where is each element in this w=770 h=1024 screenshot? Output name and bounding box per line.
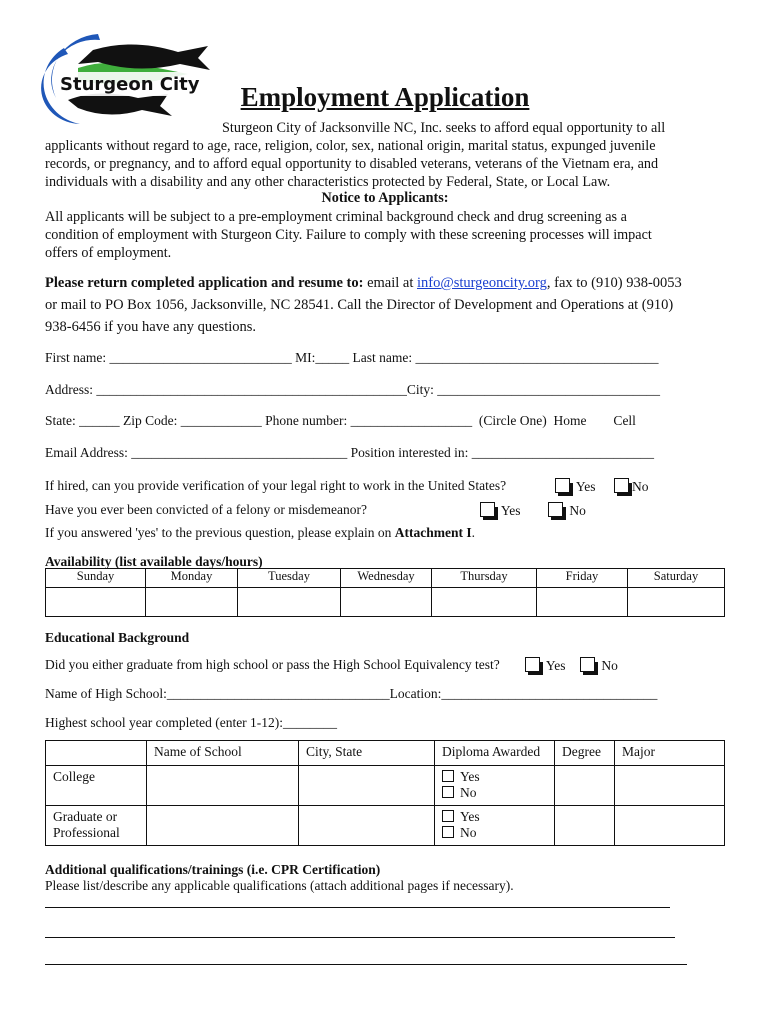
edu-header: Name of School — [147, 741, 299, 766]
qualification-line[interactable] — [45, 907, 670, 908]
state-zip-phone-fields[interactable]: State: ______ Zip Code: ____________ Phone number: __________________ (Circle One) Home Cell — [45, 413, 636, 428]
notice-line: All applicants will be subject to a pre-employment criminal background check and drug screening as a — [45, 209, 627, 225]
page-title: Employment Application — [240, 82, 530, 112]
checkbox-icon[interactable] — [442, 826, 454, 838]
availability-cell[interactable] — [146, 588, 238, 617]
legal-right-question: If hired, can you provide verification of your legal right to work in the United States? — [45, 478, 507, 493]
legal-yes-label: Yes — [575, 479, 596, 494]
return-line-3: 938-6456 if you have any questions. — [45, 319, 257, 335]
hs-yes-label: Yes — [545, 658, 566, 673]
return-instructions — [45, 272, 735, 338]
intro-paragraph — [45, 119, 725, 191]
qualification-line[interactable] — [45, 964, 687, 965]
diploma-no-label: No — [460, 825, 477, 840]
checkbox-icon[interactable] — [480, 502, 495, 517]
attachment-ref: Attachment I — [394, 525, 472, 540]
intro-line: applicants without regard to age, race, religion, color, sex, national origin, marital status, expunged juvenile — [45, 138, 656, 154]
diploma-no-label: No — [460, 785, 477, 800]
day-header: Saturday — [628, 569, 725, 588]
intro-line: records, or pregnancy, and to afford equal opportunity to disabled veterans, veterans of the Vietnam era, and — [45, 156, 659, 172]
diploma-options — [435, 766, 555, 806]
education-table — [45, 740, 725, 846]
legal-no-label: No — [632, 479, 649, 494]
qualifications-instructions: Please list/describe any applicable qualifications (attach additional pages if necessary). — [45, 878, 514, 893]
availability-cell[interactable] — [341, 588, 432, 617]
diploma-yes-label: Yes — [460, 769, 480, 784]
edu-cell[interactable] — [555, 806, 615, 846]
edu-row-college — [46, 766, 725, 806]
day-header: Monday — [146, 569, 238, 588]
checkbox-icon[interactable] — [548, 502, 563, 517]
notice-line: offers of employment. — [45, 245, 172, 261]
availability-cell[interactable] — [46, 588, 146, 617]
notice-line: condition of employment with Sturgeon City. Failure to comply with these screening processes will impact — [45, 227, 652, 243]
return-label: Please return completed application and resume to: — [45, 275, 364, 291]
availability-cell[interactable] — [432, 588, 537, 617]
availability-heading: Availability (list available days/hours) — [45, 554, 263, 569]
checkbox-icon[interactable] — [442, 770, 454, 782]
highest-grade-field[interactable]: Highest school year completed (enter 1-12):________ — [45, 715, 338, 730]
attachment-note-end: . — [471, 525, 476, 540]
notice-body — [45, 208, 725, 262]
edu-cell[interactable] — [615, 766, 725, 806]
edu-header: Major — [615, 741, 725, 766]
edu-cell[interactable] — [147, 806, 299, 846]
sturgeon-city-logo — [38, 28, 218, 128]
diploma-yes[interactable] — [442, 769, 547, 785]
address-fields[interactable]: Address: ______________________________________________City: _________________________________ — [45, 382, 661, 397]
edu-header: Degree — [555, 741, 615, 766]
education-heading: Educational Background — [45, 630, 190, 645]
diploma-yes[interactable] — [442, 809, 547, 825]
hs-yes-option[interactable] — [525, 657, 566, 674]
felony-no-option[interactable] — [548, 502, 586, 519]
qualification-line[interactable] — [45, 937, 675, 938]
felony-no-label: No — [569, 503, 586, 518]
day-header: Tuesday — [238, 569, 341, 588]
return-line-2: or mail to PO Box 1056, Jacksonville, NC 28541. Call the Director of Development and Operations at (910) — [45, 297, 674, 313]
intro-line: individuals with a disability and any other characteristics protected by Federal, State, or Local Law. — [45, 174, 611, 190]
diploma-no[interactable] — [442, 785, 547, 801]
return-email-prefix: email at — [363, 275, 417, 291]
day-header: Sunday — [46, 569, 146, 588]
felony-question: Have you ever been convicted of a felony or misdemeanor? — [45, 502, 367, 517]
felony-yes-label: Yes — [500, 503, 521, 518]
logo-text: Sturgeon City — [60, 74, 200, 95]
edu-cell[interactable] — [615, 806, 725, 846]
diploma-no[interactable] — [442, 825, 547, 841]
diploma-options — [435, 806, 555, 846]
edu-row-label: Graduate or Professional — [46, 806, 147, 846]
edu-header — [46, 741, 147, 766]
availability-cell[interactable] — [628, 588, 725, 617]
intro-line: Sturgeon City of Jacksonville NC, Inc. seeks to afford equal opportunity to all — [222, 120, 666, 136]
edu-cell[interactable] — [299, 766, 435, 806]
email-position-fields[interactable]: Email Address: ________________________________ Position interested in: ___________________________ — [45, 445, 654, 460]
checkbox-icon[interactable] — [580, 657, 595, 672]
notice-title: Notice to Applicants: — [321, 190, 449, 206]
availability-cell[interactable] — [537, 588, 628, 617]
day-header: Friday — [537, 569, 628, 588]
diploma-yes-label: Yes — [460, 809, 480, 824]
hs-no-label: No — [601, 658, 618, 673]
availability-cell[interactable] — [238, 588, 341, 617]
edu-row-label: College — [46, 766, 147, 806]
checkbox-icon[interactable] — [442, 810, 454, 822]
legal-yes-option[interactable] — [555, 478, 596, 495]
checkbox-icon[interactable] — [614, 478, 629, 493]
day-header: Wednesday — [341, 569, 432, 588]
name-fields[interactable]: First name: ___________________________ MI:_____ Last name: ____________________________________ — [45, 350, 659, 365]
day-header: Thursday — [432, 569, 537, 588]
edu-header: Diploma Awarded — [435, 741, 555, 766]
edu-header: City, State — [299, 741, 435, 766]
edu-cell[interactable] — [147, 766, 299, 806]
felony-yes-option[interactable] — [480, 502, 521, 519]
checkbox-icon[interactable] — [555, 478, 570, 493]
legal-no-option[interactable] — [614, 478, 649, 495]
return-fax: , fax to (910) 938-0053 — [546, 275, 682, 291]
email-link[interactable]: info@sturgeoncity.org — [416, 275, 547, 291]
edu-row-graduate — [46, 806, 725, 846]
checkbox-icon[interactable] — [442, 786, 454, 798]
hs-no-option[interactable] — [580, 657, 618, 674]
availability-table — [45, 568, 725, 617]
hs-question: Did you either graduate from high school or pass the High School Equivalency test? — [45, 657, 500, 672]
edu-cell[interactable] — [299, 806, 435, 846]
attachment-note-text: If you answered 'yes' to the previous question, please explain on — [45, 525, 395, 540]
edu-cell[interactable] — [555, 766, 615, 806]
attachment-note — [45, 525, 475, 541]
high-school-fields[interactable]: Name of High School:_________________________________Location:________________________________ — [45, 686, 658, 701]
checkbox-icon[interactable] — [525, 657, 540, 672]
qualifications-heading: Additional qualifications/trainings (i.e. CPR Certification) — [45, 862, 381, 877]
